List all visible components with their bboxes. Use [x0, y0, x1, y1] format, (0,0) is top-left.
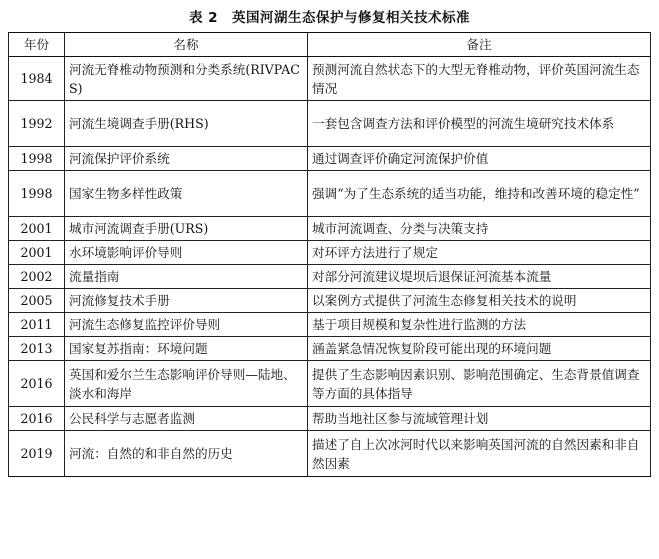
name-cell: 英国和爱尔兰生态影响评价导则—陆地、淡水和海岸	[65, 361, 308, 407]
table-row	[9, 313, 651, 337]
table-row	[9, 101, 651, 147]
name-cell: 河流生境调查手册(RHS)	[65, 101, 308, 147]
table-header-row	[9, 33, 651, 57]
year-cell: 2002	[9, 265, 65, 289]
note-cell: 对环评方法进行了规定	[308, 241, 651, 265]
table-row	[9, 147, 651, 171]
year-cell: 1984	[9, 57, 65, 101]
table-row	[9, 217, 651, 241]
note-cell: 预测河流自然状态下的大型无脊椎动物，评价英国河流生态情况	[308, 57, 651, 101]
note-cell: 帮助当地社区参与流域管理计划	[308, 407, 651, 431]
name-cell: 国家复苏指南：环境问题	[65, 337, 308, 361]
name-cell: 河流无脊椎动物预测和分类系统(RIVPACS)	[65, 57, 308, 101]
year-cell: 2016	[9, 407, 65, 431]
standards-table	[8, 32, 651, 477]
note-cell: 涵盖紧急情况恢复阶段可能出现的环境问题	[308, 337, 651, 361]
year-cell: 2001	[9, 241, 65, 265]
name-cell: 河流保护评价系统	[65, 147, 308, 171]
table-row	[9, 57, 651, 101]
note-cell: 通过调查评价确定河流保护价值	[308, 147, 651, 171]
table-caption: 表 2 英国河湖生态保护与修复相关技术标准	[188, 10, 471, 26]
note-cell: 描述了自上次冰河时代以来影响英国河流的自然因素和非自然因素	[308, 431, 651, 477]
table-row	[9, 407, 651, 431]
note-cell: 强调“为了生态系统的适当功能，维持和改善环境的稳定性”	[308, 171, 651, 217]
year-cell: 1992	[9, 101, 65, 147]
year-cell: 2019	[9, 431, 65, 477]
table-row	[9, 289, 651, 313]
table-row	[9, 171, 651, 217]
note-cell: 基于项目规模和复杂性进行监测的方法	[308, 313, 651, 337]
table-row	[9, 265, 651, 289]
year-cell: 2011	[9, 313, 65, 337]
name-cell: 水环境影响评价导则	[65, 241, 308, 265]
table-row	[9, 337, 651, 361]
table-row	[9, 431, 651, 477]
name-cell: 河流生态修复监控评价导则	[65, 313, 308, 337]
header-note: 备注	[308, 33, 651, 57]
header-year: 年份	[9, 33, 65, 57]
note-cell: 提供了生态影响因素识别、影响范围确定、生态背景值调查等方面的具体指导	[308, 361, 651, 407]
year-cell: 2013	[9, 337, 65, 361]
year-cell: 2001	[9, 217, 65, 241]
year-cell: 1998	[9, 171, 65, 217]
note-cell: 一套包含调查方法和评价模型的河流生境研究技术体系	[308, 101, 651, 147]
table-row	[9, 361, 651, 407]
table-row	[9, 241, 651, 265]
note-cell: 对部分河流建议堤坝后退保证河流基本流量	[308, 265, 651, 289]
name-cell: 公民科学与志愿者监测	[65, 407, 308, 431]
name-cell: 河流修复技术手册	[65, 289, 308, 313]
name-cell: 流量指南	[65, 265, 308, 289]
name-cell: 国家生物多样性政策	[65, 171, 308, 217]
name-cell: 城市河流调查手册(URS)	[65, 217, 308, 241]
year-cell: 1998	[9, 147, 65, 171]
header-name: 名称	[65, 33, 308, 57]
name-cell: 河流：自然的和非自然的历史	[65, 431, 308, 477]
note-cell: 城市河流调查、分类与决策支持	[308, 217, 651, 241]
year-cell: 2005	[9, 289, 65, 313]
note-cell: 以案例方式提供了河流生态修复相关技术的说明	[308, 289, 651, 313]
year-cell: 2016	[9, 361, 65, 407]
